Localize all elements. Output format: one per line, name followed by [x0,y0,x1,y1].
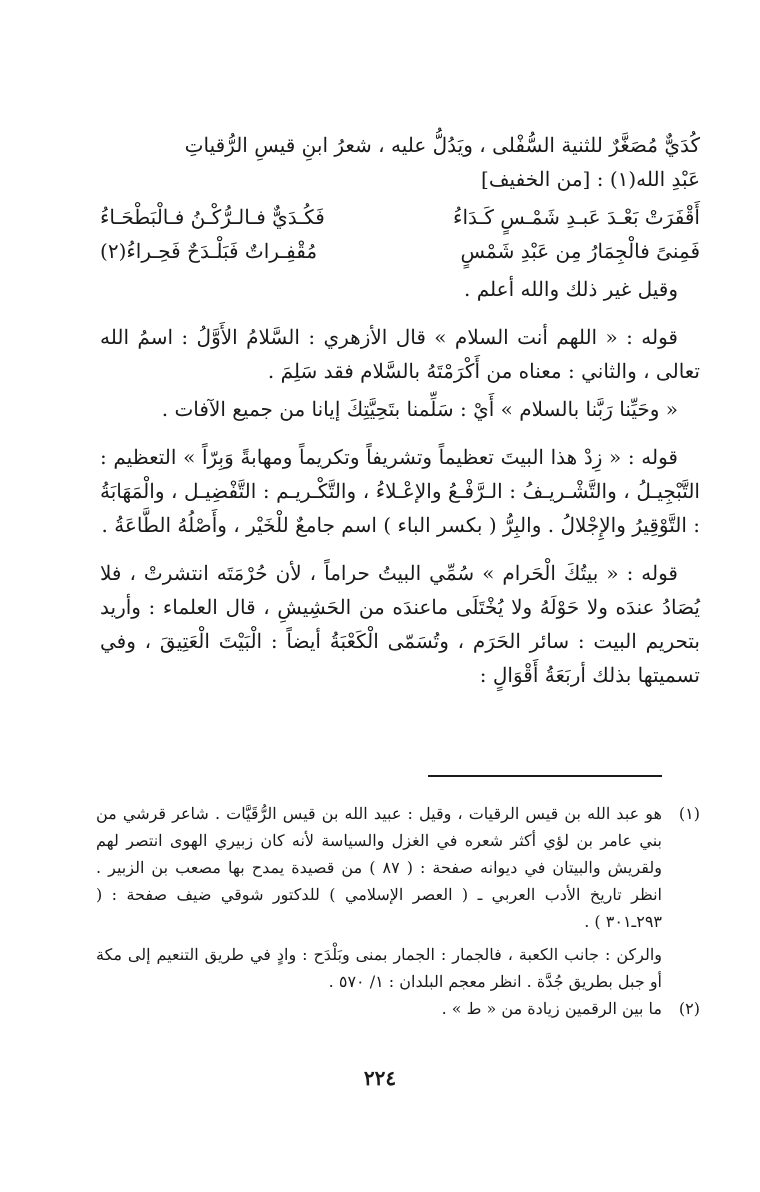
page-number: ٢٢٤ [363,1066,397,1090]
paragraph-other-opinion: وقيل غير ذلك والله أعلم . [463,277,678,301]
verse-2-first-hemistich: فَمِنىً فالْجِمَارُ مِن عَبْدِ شَمْسٍ [460,239,700,263]
paragraph-kudayy-line1: كُدَيٌّ مُصَغَّرٌ للثنية السُّفْلى ، ويَدُلُّ عليه ، شعرُ ابنِ قيسِ الرُّقياتِ [184,133,700,157]
main-text [100,128,700,692]
verse-line-1 [100,200,700,234]
verse-1-first-hemistich: أَقْفَرَتْ بَعْـدَ عَبـدِ شَمْـسٍ كَـدَاءُ [453,205,700,229]
footnotes [96,800,700,1022]
footnote-1-number: (١) [678,804,700,823]
verse-1-second-hemistich: فَكُـدَيٌّ فـالـرُّكْـنُ فـالْبَطْحَـاءُ [100,205,325,229]
footnote-1-continuation: والركن : جانب الكعبة ، فالجمار : الجمار بمنى وبَلْدَح : وادٍ في طريق التنعيم إلى مكة أو جبل بطريق جُدَّة . انظر معجم البلدان : ١/ ٥٧٠ . [96,945,662,991]
verse-line-2 [100,234,700,268]
verse-2-second-hemistich: مُقْفِـراتٌ فَبَلْـدَحٌ فَحِـراءُ(٢) [100,239,318,263]
footnote-1-text: هو عبد الله بن قيس الرقيات ، وقيل : عبيد الله بن قيس الرُّقَيَّات . شاعر قرشي من بني عامر بن لؤي أكثر شعره في الغزل والسياسة لأنه كان زبيري الهوى انتصر لهم ولقريش والبيتان في ديوانه صفحة : ( ٨٧ ) من قصيدة يمدح بها مصعب بن الزبير . انظر تاريخ الأدب العربي ـ ( العصر الإسلامي ) للدكتور شوقي ضيف صفحة : ( ٢٩٣ـ٣٠١ ) . [96,804,663,931]
footnote-2-number: (٢) [678,999,700,1018]
paragraph-baytuka-alharam: قوله : « بيتُكَ الْحَرام » سُمِّي البيتُ حراماً ، لأن حُرْمَتَه انتشرتْ ، فلا يُصَادُ عندَه ولا حَوْلَهُ ولا يُخْتَلَى ماعندَه من الحَشِيشِ ، قال العلماء : وأريد بتحريم البيت : سائر الحَرَم ، وتُسَمّى الْكَعْبَةُ أيضاً : الْبَيْتَ الْعَتِيقَ ، وفي تسميتها بذلك أربَعَةُ أَقْوَالٍ : [100,561,700,687]
footnote-2 [96,995,700,1022]
paragraph-zid-hadha-albayt: قوله : « زِدْ هذا البيتَ تعظيماً وتشريفاً وتكريماً ومهابةً وَبِرّاً » التعظيم : التَّبْجِيـلُ ، والتَّشْـريـفُ : الـرَّفْـعُ والإعْـلاءُ ، والتَّكْـريـم : التَّفْضِيـل ، والْمَهَابَةُ : التَّوْقِيرُ والإِجْلالُ . والبِرُّ ( بكسر الباء ) اسم جامعٌ للْخَيْر ، وأَصْلُهُ الطَّاعَةُ . [100,445,700,537]
footnote-separator [428,775,662,777]
footnote-2-text: ما بين الرقمين زيادة من « ط » . [441,999,662,1018]
paragraph-hayyina: « وحَيِّنا رَبَّنا بالسلام » أَيْ : سَلِّمنا بتَحِيَّتِكَ إيانا من جميع الآفات . [161,397,678,421]
paragraph-allahumma-salam: قوله : « اللهم أنت السلام » قال الأزهري : السَّلامُ الأَوَّلُ : اسمُ الله تعالى ، والثاني : معناه من أَكْرَمْتَهُ بالسَّلام فقد سَلِمَ . [100,325,700,383]
paragraph-kudayy-line2: عَبْدِ الله(١) : [من الخفيف] [481,167,700,191]
footnote-1 [96,800,700,935]
